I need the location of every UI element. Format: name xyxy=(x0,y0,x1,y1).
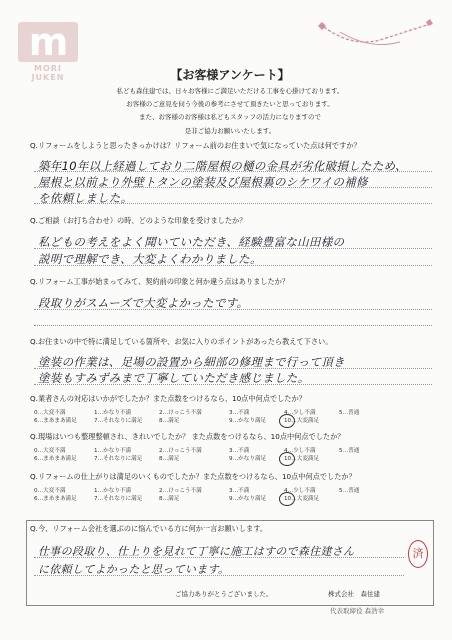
question-8: Q.今、リフォーム会社を選ぶのに悩んでいる方に何か一言お願いします。 xyxy=(30,524,268,533)
scale-num: 7 xyxy=(94,456,98,462)
logo-text: MORI JUKEN xyxy=(31,64,65,82)
scale-num: 4 xyxy=(284,488,288,494)
scale-num: 9 xyxy=(229,496,233,502)
scale-num: 2 xyxy=(159,448,163,454)
rule xyxy=(34,368,432,369)
company-name: 株式会社 森住建 xyxy=(328,590,380,598)
rule xyxy=(34,265,432,266)
scale-num: 6 xyxy=(34,418,38,424)
scale-num: 6 xyxy=(34,496,38,502)
question-1: Q.リフォームをしようと思ったきっかけは？リフォーム前のお住まいで気になっていた点は何ですか？ xyxy=(30,141,361,150)
question-5: Q.業者さんの対応はいかがでしたか？また点数をつけるなら、10点中何点でしたか？ xyxy=(30,394,306,403)
rule xyxy=(34,325,432,326)
scale-num: 8 xyxy=(159,418,163,424)
scale-text: …けっこう不満 xyxy=(162,488,202,494)
scale-num: 0 xyxy=(34,488,38,494)
scale-text: …大変満足 xyxy=(291,456,320,462)
scale-num: 2 xyxy=(159,488,163,494)
answer-4-line-2: 塗装もすみずみまで丁寧していただき感じました。 xyxy=(38,371,310,385)
scale-num: 7 xyxy=(94,496,98,502)
scale-text: …少し不満 xyxy=(287,448,316,454)
scale-text: …まあまあ満足 xyxy=(37,496,77,502)
scale-num: 0 xyxy=(34,448,38,454)
scale-text: …かなり満足 xyxy=(232,456,267,462)
rule xyxy=(34,309,432,310)
scale-num: 3 xyxy=(229,488,233,494)
scale-text: …けっこう不満 xyxy=(162,448,202,454)
scale-num: 1 xyxy=(94,410,98,416)
intro-line: お客様のご意見を伺う今後の参考にさせて頂きたいと思っております。 xyxy=(126,100,334,109)
rating-scale-q7 xyxy=(34,486,424,502)
scale-text: …かなり満足 xyxy=(232,418,267,424)
scale-text: …それなりに満足 xyxy=(97,456,143,462)
rep-title: 代表取締役 xyxy=(330,607,363,615)
scale-num: 5 xyxy=(339,410,343,416)
scale-num: 10 xyxy=(284,456,292,462)
ribbon-decoration xyxy=(280,18,440,78)
rule xyxy=(34,384,432,385)
scale-num: 4 xyxy=(284,410,288,416)
rating-scale-q5 xyxy=(34,408,424,424)
question-2: Q.ご相談（お打ち合わせ）の時、どのような印象を受けましたか？ xyxy=(30,216,247,225)
scale-text: …大変不満 xyxy=(37,410,66,416)
scale-text: …まあまあ満足 xyxy=(37,456,77,462)
scale-num: 3 xyxy=(229,448,233,454)
rule xyxy=(34,557,404,558)
scale-num: 10 xyxy=(284,496,292,502)
page-title: 【お客様アンケート】 xyxy=(170,68,290,82)
check-stamp: 済 xyxy=(408,540,428,568)
rule xyxy=(34,248,432,249)
question-7: Q.リフォームの仕上がりは満足のいくものでしたか？また点数をつけるなら、10点中何点でしたか？ xyxy=(30,472,356,481)
scale-num: 1 xyxy=(94,448,98,454)
scale-num: 9 xyxy=(229,418,233,424)
scale-num: 3 xyxy=(229,410,233,416)
answer-2-line-1: 私どもの考えをよく聞いていただき、経験豊富な山田様の xyxy=(38,235,345,249)
answer-1-line-2: 屋根と以前より外壁トタンの塗装及び屋根裏のシケワイの補修 xyxy=(38,175,368,189)
question-4: Q.お住まいの中で特に満足している箇所や、お気に入りのポイントがあったら教えて下さい。 xyxy=(30,337,333,346)
scale-text: …大変不満 xyxy=(37,488,66,494)
company-logo xyxy=(18,20,78,82)
scale-text: …かなり不満 xyxy=(97,410,132,416)
scale-num: 8 xyxy=(159,496,163,502)
scale-num: 4 xyxy=(284,448,288,454)
logo-mark: m xyxy=(28,20,68,64)
scale-text: …不満 xyxy=(232,488,250,494)
scale-num: 2 xyxy=(159,410,163,416)
scale-text: …それなりに満足 xyxy=(97,418,143,424)
scale-text: …かなり不満 xyxy=(97,448,132,454)
scale-text: …少し不満 xyxy=(287,488,316,494)
selected-rating-circle xyxy=(279,414,295,428)
scale-num: 7 xyxy=(94,418,98,424)
scale-text: …かなり満足 xyxy=(232,496,267,502)
scale-text: …大変満足 xyxy=(291,496,320,502)
scale-num: 10 xyxy=(284,418,292,424)
scale-text: …普通 xyxy=(342,488,360,494)
rule xyxy=(34,575,404,576)
intro-line: また、お客様のお客様は私どもスタッフの活力になりますので xyxy=(139,113,321,122)
scale-text: …満足 xyxy=(162,496,180,502)
scale-text: …まあまあ満足 xyxy=(37,418,77,424)
answer-2-line-2: 説明で理解でき、大変よくわかりました。 xyxy=(38,252,262,266)
rule xyxy=(34,187,432,188)
answer-1-line-1: 築年10年以上経過しており二階屋根の樋の金具が劣化破損したため、 xyxy=(38,159,407,173)
scale-num: 1 xyxy=(94,488,98,494)
scale-text: …満足 xyxy=(162,418,180,424)
answer-4-line-1: 塗装の作業は、足場の設置から細部の修理まで行って頂き xyxy=(38,355,345,369)
scale-text: …けっこう不満 xyxy=(162,410,202,416)
scale-text: …普通 xyxy=(342,448,360,454)
scale-text: …普通 xyxy=(342,410,360,416)
scale-num: 8 xyxy=(159,456,163,462)
intro-line: 是非ご協力お願いいたします。 xyxy=(184,126,276,135)
selected-rating-circle xyxy=(279,452,295,466)
scale-text: …大変不満 xyxy=(37,448,66,454)
scale-num: 5 xyxy=(339,488,343,494)
rule xyxy=(34,171,432,172)
scale-text: …満足 xyxy=(162,456,180,462)
scale-text: …不満 xyxy=(232,448,250,454)
rep-name: 森浩幸 xyxy=(364,607,385,615)
scale-num: 9 xyxy=(229,456,233,462)
selected-rating-circle xyxy=(279,492,295,506)
scale-text: …かなり不満 xyxy=(97,488,132,494)
scale-num: 6 xyxy=(34,456,38,462)
answer-3-line-1: 段取りがスムーズで大変よかったです。 xyxy=(38,296,249,310)
answer-8-line-1: 仕事の段取り、仕上りを見れて丁寧に施工はすので森住建さん xyxy=(38,545,355,558)
rule xyxy=(34,203,432,204)
scale-text: …不満 xyxy=(232,410,250,416)
answer-1-line-3: を依頼しました。 xyxy=(38,191,133,205)
representative xyxy=(330,606,384,615)
scale-text: …少し不満 xyxy=(287,410,316,416)
intro-text xyxy=(30,85,430,138)
scale-num: 0 xyxy=(34,410,38,416)
question-6: Q.現場はいつも整理整頓され、きれいでしたか？ また点数をつけるなら、10点中何点でしたか？ xyxy=(30,432,345,441)
intro-line: 私ども森住建では、日々お客様にご満足いただける工事を心掛けております。 xyxy=(116,87,344,95)
scale-text: …それなりに満足 xyxy=(97,496,143,502)
closing-text: ご協力ありがとうございました。 xyxy=(175,590,273,598)
rating-scale-q6 xyxy=(34,446,424,462)
scale-num: 5 xyxy=(339,448,343,454)
scale-text: …大変満足 xyxy=(291,418,320,424)
question-3: Q.リフォーム工事が始まってみて、契約前の印象と何か違う点はありましたか？ xyxy=(30,277,290,286)
answer-8-line-2: に依頼してよかったと思っています。 xyxy=(38,563,230,576)
